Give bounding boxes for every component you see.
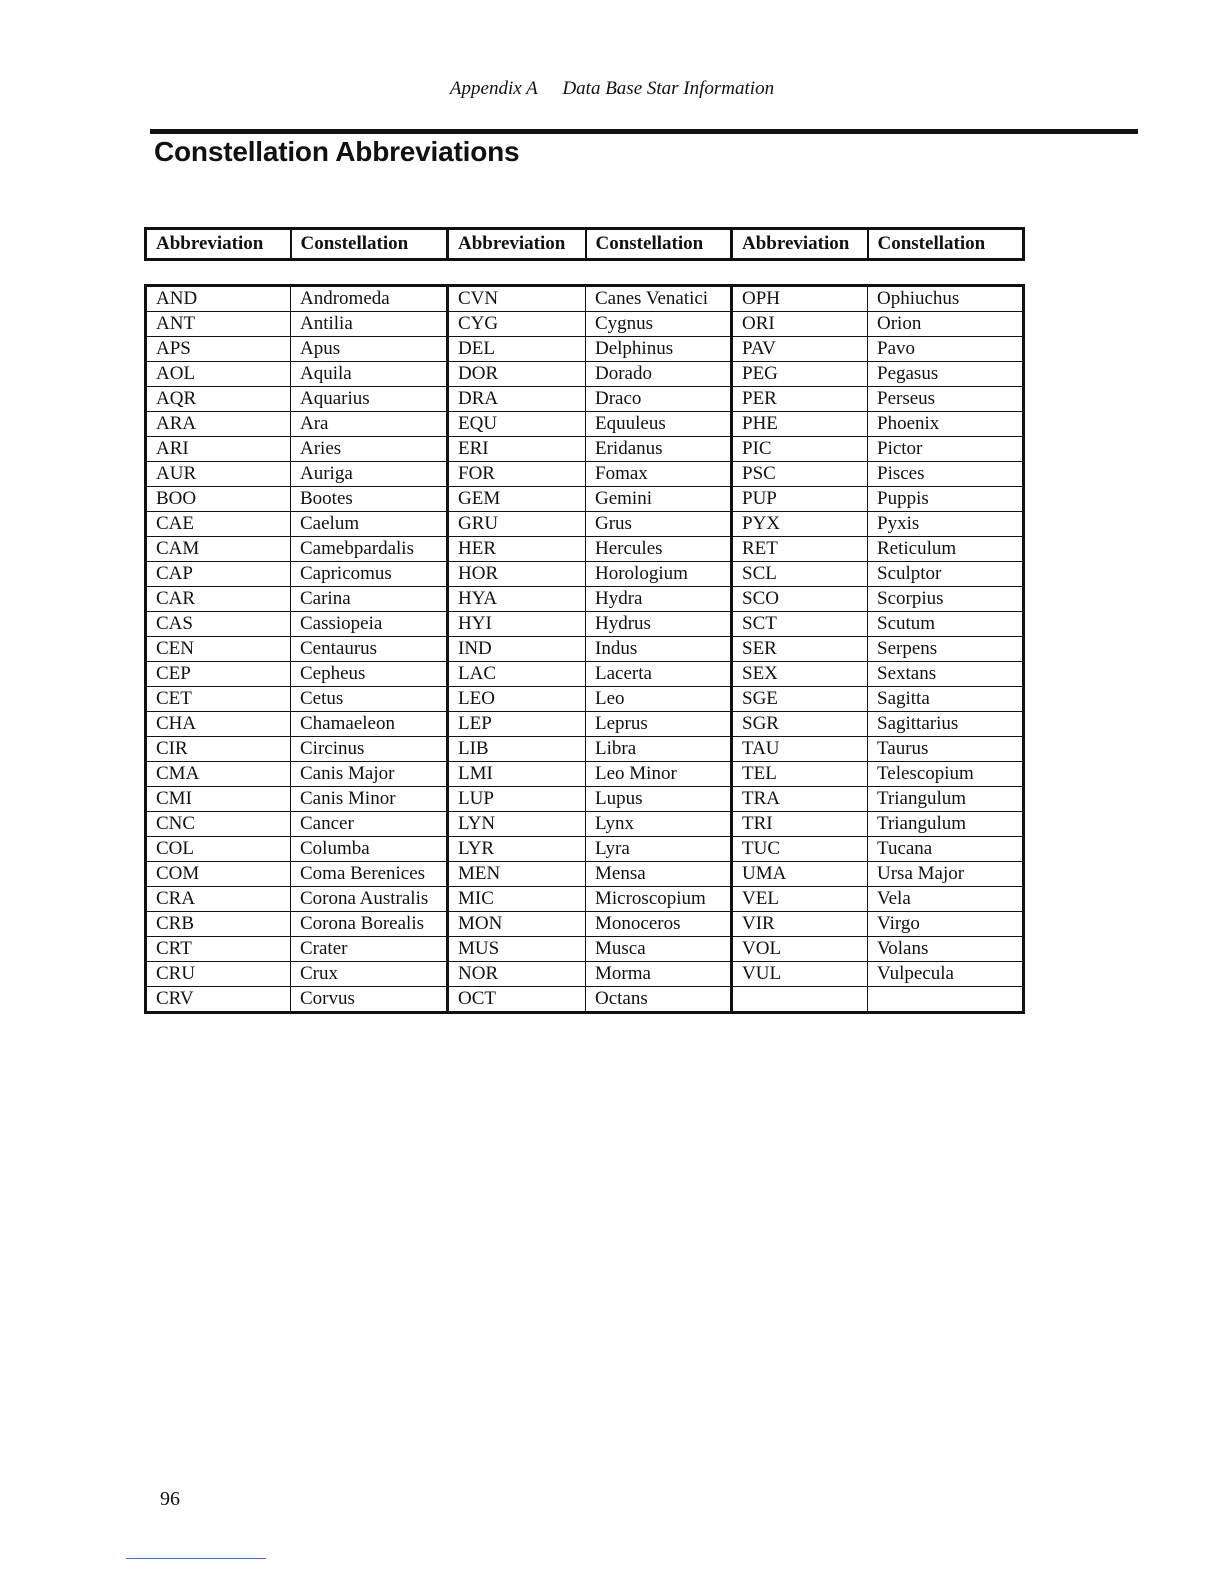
abbreviation-cell: CEN: [146, 637, 291, 662]
constellation-cell: Taurus: [868, 737, 1024, 762]
constellation-cell: Grus: [586, 512, 732, 537]
abbreviation-table: [144, 284, 1025, 1014]
header-row: [146, 229, 1024, 260]
constellation-cell: Andromeda: [291, 286, 448, 312]
table-header: [144, 227, 1025, 261]
abbreviation-cell: APS: [146, 337, 291, 362]
column-header: Abbreviation: [448, 229, 586, 260]
constellation-cell: Lacerta: [586, 662, 732, 687]
constellation-cell: Cetus: [291, 687, 448, 712]
table-row: [146, 362, 1024, 387]
constellation-cell: Corona Australis: [291, 887, 448, 912]
constellation-cell: Chamaeleon: [291, 712, 448, 737]
constellation-cell: Sagitta: [868, 687, 1024, 712]
constellation-cell: Cepheus: [291, 662, 448, 687]
constellation-cell: Triangulum: [868, 812, 1024, 837]
abbreviation-cell: LMI: [448, 762, 586, 787]
abbreviation-cell: SCT: [732, 612, 868, 637]
abbreviation-cell: PYX: [732, 512, 868, 537]
abbreviation-cell: DRA: [448, 387, 586, 412]
table-row: [146, 387, 1024, 412]
table-row: [146, 962, 1024, 987]
column-header: Constellation: [868, 229, 1024, 260]
abbreviation-cell: AUR: [146, 462, 291, 487]
table-row: [146, 737, 1024, 762]
abbreviation-cell: AOL: [146, 362, 291, 387]
abbreviation-cell: RET: [732, 537, 868, 562]
constellation-cell: Vulpecula: [868, 962, 1024, 987]
abbreviation-cell: MEN: [448, 862, 586, 887]
abbreviation-cell: CAE: [146, 512, 291, 537]
table-row: [146, 462, 1024, 487]
abbreviation-cell: HOR: [448, 562, 586, 587]
abbreviation-cell: SER: [732, 637, 868, 662]
constellation-cell: Crater: [291, 937, 448, 962]
abbreviation-cell: SGR: [732, 712, 868, 737]
constellation-cell: Dorado: [586, 362, 732, 387]
constellation-cell: Hercules: [586, 537, 732, 562]
table-row: [146, 887, 1024, 912]
abbreviation-cell: VIR: [732, 912, 868, 937]
table-row: [146, 762, 1024, 787]
constellation-cell: Cygnus: [586, 312, 732, 337]
column-header: Abbreviation: [146, 229, 291, 260]
abbreviation-cell: EQU: [448, 412, 586, 437]
abbreviation-cell: HYI: [448, 612, 586, 637]
constellation-cell: Telescopium: [868, 762, 1024, 787]
constellation-cell: Cancer: [291, 812, 448, 837]
abbreviation-cell: CRA: [146, 887, 291, 912]
constellation-cell: Canis Major: [291, 762, 448, 787]
heading-rule: [150, 129, 1138, 134]
abbreviation-cell: CAP: [146, 562, 291, 587]
abbreviation-cell: VOL: [732, 937, 868, 962]
constellation-cell: Octans: [586, 987, 732, 1013]
constellation-cell: Canes Venatici: [586, 286, 732, 312]
abbreviation-cell: HYA: [448, 587, 586, 612]
table-row: [146, 337, 1024, 362]
abbreviation-cell: CAR: [146, 587, 291, 612]
abbreviation-cell: PUP: [732, 487, 868, 512]
table-row: [146, 912, 1024, 937]
constellation-cell: Apus: [291, 337, 448, 362]
constellation-cell: Camebpardalis: [291, 537, 448, 562]
abbreviation-cell: CAM: [146, 537, 291, 562]
constellation-cell: Auriga: [291, 462, 448, 487]
constellation-cell: Scutum: [868, 612, 1024, 637]
abbreviation-cell: UMA: [732, 862, 868, 887]
abbreviation-cell: MON: [448, 912, 586, 937]
constellation-cell: Libra: [586, 737, 732, 762]
constellation-cell: Fomax: [586, 462, 732, 487]
abbreviation-cell: CEP: [146, 662, 291, 687]
table-row: [146, 562, 1024, 587]
constellation-cell: Reticulum: [868, 537, 1024, 562]
abbreviation-cell: COL: [146, 837, 291, 862]
constellation-cell: Canis Minor: [291, 787, 448, 812]
constellation-cell: Puppis: [868, 487, 1024, 512]
abbreviation-cell: PHE: [732, 412, 868, 437]
table-row: [146, 712, 1024, 737]
constellation-cell: Virgo: [868, 912, 1024, 937]
abbreviation-cell: IND: [448, 637, 586, 662]
abbreviation-cell: VUL: [732, 962, 868, 987]
constellation-cell: Coma Berenices: [291, 862, 448, 887]
abbreviation-cell: SGE: [732, 687, 868, 712]
constellation-cell: Leo Minor: [586, 762, 732, 787]
abbreviation-cell: NOR: [448, 962, 586, 987]
table-row: [146, 312, 1024, 337]
constellation-cell: Ursa Major: [868, 862, 1024, 887]
abbreviation-cell: CRT: [146, 937, 291, 962]
constellation-cell: Capricomus: [291, 562, 448, 587]
constellation-cell: Indus: [586, 637, 732, 662]
abbreviation-cell: PSC: [732, 462, 868, 487]
table-row: [146, 862, 1024, 887]
column-header: Abbreviation: [732, 229, 868, 260]
constellation-cell: Phoenix: [868, 412, 1024, 437]
abbreviation-cell: ORI: [732, 312, 868, 337]
abbreviation-cell: SEX: [732, 662, 868, 687]
table-row: [146, 612, 1024, 637]
table-row: [146, 837, 1024, 862]
constellation-cell: Equuleus: [586, 412, 732, 437]
table-row: [146, 987, 1024, 1013]
constellation-cell: Pisces: [868, 462, 1024, 487]
abbreviation-cell: LEP: [448, 712, 586, 737]
constellation-cell: Antilia: [291, 312, 448, 337]
abbreviation-cell: CRB: [146, 912, 291, 937]
abbreviation-cell: VEL: [732, 887, 868, 912]
table-row: [146, 286, 1024, 312]
running-head-title: Data Base Star Information: [562, 78, 775, 99]
footer-line: [126, 1558, 266, 1559]
constellation-cell: Pyxis: [868, 512, 1024, 537]
abbreviation-cell: LEO: [448, 687, 586, 712]
abbreviation-cell: CHA: [146, 712, 291, 737]
abbreviation-cell: CYG: [448, 312, 586, 337]
column-header: Constellation: [291, 229, 448, 260]
abbreviation-cell: LUP: [448, 787, 586, 812]
constellation-cell: Corona Borealis: [291, 912, 448, 937]
constellation-cell: Volans: [868, 937, 1024, 962]
page-title: Constellation Abbreviations: [154, 136, 520, 167]
constellation-cell: Cassiopeia: [291, 612, 448, 637]
constellation-cell: Hydrus: [586, 612, 732, 637]
constellation-cell: Leo: [586, 687, 732, 712]
table-row: [146, 537, 1024, 562]
constellation-cell: Aquila: [291, 362, 448, 387]
abbreviation-cell: OPH: [732, 286, 868, 312]
abbreviation-cell: CMA: [146, 762, 291, 787]
constellation-cell: Delphinus: [586, 337, 732, 362]
abbreviation-cell: LYN: [448, 812, 586, 837]
table-row: [146, 587, 1024, 612]
constellation-cell: Tucana: [868, 837, 1024, 862]
abbreviation-cell: DOR: [448, 362, 586, 387]
constellation-cell: Carina: [291, 587, 448, 612]
abbreviation-cell: CRV: [146, 987, 291, 1013]
constellation-cell: Corvus: [291, 987, 448, 1013]
table-row: [146, 687, 1024, 712]
abbreviation-cell: PER: [732, 387, 868, 412]
abbreviation-cell: LIB: [448, 737, 586, 762]
table-row: [146, 412, 1024, 437]
abbreviation-cell: ERI: [448, 437, 586, 462]
constellation-cell: Gemini: [586, 487, 732, 512]
constellation-cell: Microscopium: [586, 887, 732, 912]
constellation-cell: Lynx: [586, 812, 732, 837]
page-number: 96: [160, 1488, 180, 1510]
abbreviation-cell: TEL: [732, 762, 868, 787]
abbreviation-cell: CIR: [146, 737, 291, 762]
abbreviation-cell: CVN: [448, 286, 586, 312]
abbreviation-cell: ANT: [146, 312, 291, 337]
constellation-cell: Perseus: [868, 387, 1024, 412]
constellation-cell: Pavo: [868, 337, 1024, 362]
constellation-cell: Centaurus: [291, 637, 448, 662]
constellation-cell: Mensa: [586, 862, 732, 887]
abbreviation-cell: MUS: [448, 937, 586, 962]
abbreviation-cell: BOO: [146, 487, 291, 512]
abbreviation-cell: LYR: [448, 837, 586, 862]
abbreviation-cell: ARA: [146, 412, 291, 437]
constellation-cell: Horologium: [586, 562, 732, 587]
abbreviation-cell: CMI: [146, 787, 291, 812]
table-row: [146, 812, 1024, 837]
running-head-part: Appendix A: [449, 78, 538, 99]
abbreviation-cell: [732, 987, 868, 1013]
abbreviation-cell: SCL: [732, 562, 868, 587]
abbreviation-cell: SCO: [732, 587, 868, 612]
abbreviation-cell: PAV: [732, 337, 868, 362]
constellation-cell: Circinus: [291, 737, 448, 762]
constellation-cell: Columba: [291, 837, 448, 862]
abbreviation-cell: GRU: [448, 512, 586, 537]
abbreviation-cell: PIC: [732, 437, 868, 462]
constellation-cell: Hydra: [586, 587, 732, 612]
abbreviation-cell: ARI: [146, 437, 291, 462]
abbreviation-cell: TRI: [732, 812, 868, 837]
constellation-cell: Aries: [291, 437, 448, 462]
table-row: [146, 637, 1024, 662]
constellation-cell: Draco: [586, 387, 732, 412]
constellation-cell: Bootes: [291, 487, 448, 512]
constellation-cell: Lupus: [586, 787, 732, 812]
constellation-cell: Morma: [586, 962, 732, 987]
abbreviation-cell: HER: [448, 537, 586, 562]
table-row: [146, 437, 1024, 462]
constellation-cell: Musca: [586, 937, 732, 962]
table-row: [146, 662, 1024, 687]
constellation-cell: Sextans: [868, 662, 1024, 687]
constellation-cell: Orion: [868, 312, 1024, 337]
abbreviation-cell: GEM: [448, 487, 586, 512]
constellation-cell: Ophiuchus: [868, 286, 1024, 312]
constellation-cell: Ara: [291, 412, 448, 437]
constellation-cell: Sagittarius: [868, 712, 1024, 737]
abbreviation-cell: MIC: [448, 887, 586, 912]
abbreviation-cell: CAS: [146, 612, 291, 637]
constellation-cell: [868, 987, 1024, 1013]
table-row: [146, 937, 1024, 962]
abbreviation-cell: AQR: [146, 387, 291, 412]
column-header: Constellation: [586, 229, 732, 260]
abbreviation-cell: TRA: [732, 787, 868, 812]
abbreviation-cell: CRU: [146, 962, 291, 987]
constellation-cell: Caelum: [291, 512, 448, 537]
constellation-cell: Aquarius: [291, 387, 448, 412]
constellation-cell: Serpens: [868, 637, 1024, 662]
abbreviation-cell: CNC: [146, 812, 291, 837]
constellation-cell: Pictor: [868, 437, 1024, 462]
constellation-cell: Vela: [868, 887, 1024, 912]
abbreviation-cell: AND: [146, 286, 291, 312]
constellation-cell: Leprus: [586, 712, 732, 737]
abbreviation-cell: FOR: [448, 462, 586, 487]
constellation-cell: Monoceros: [586, 912, 732, 937]
table-row: [146, 512, 1024, 537]
abbreviation-cell: TAU: [732, 737, 868, 762]
abbreviation-cell: CET: [146, 687, 291, 712]
abbreviation-cell: LAC: [448, 662, 586, 687]
running-head: [0, 78, 1224, 100]
abbreviation-cell: TUC: [732, 837, 868, 862]
constellation-cell: Triangulum: [868, 787, 1024, 812]
constellation-cell: Sculptor: [868, 562, 1024, 587]
constellation-cell: Eridanus: [586, 437, 732, 462]
abbreviation-cell: OCT: [448, 987, 586, 1013]
constellation-cell: Scorpius: [868, 587, 1024, 612]
abbreviation-cell: PEG: [732, 362, 868, 387]
table-row: [146, 487, 1024, 512]
constellation-cell: Crux: [291, 962, 448, 987]
abbreviation-cell: COM: [146, 862, 291, 887]
constellation-cell: Lyra: [586, 837, 732, 862]
constellation-cell: Pegasus: [868, 362, 1024, 387]
table-row: [146, 787, 1024, 812]
table-body: [146, 286, 1024, 1013]
abbreviation-cell: DEL: [448, 337, 586, 362]
